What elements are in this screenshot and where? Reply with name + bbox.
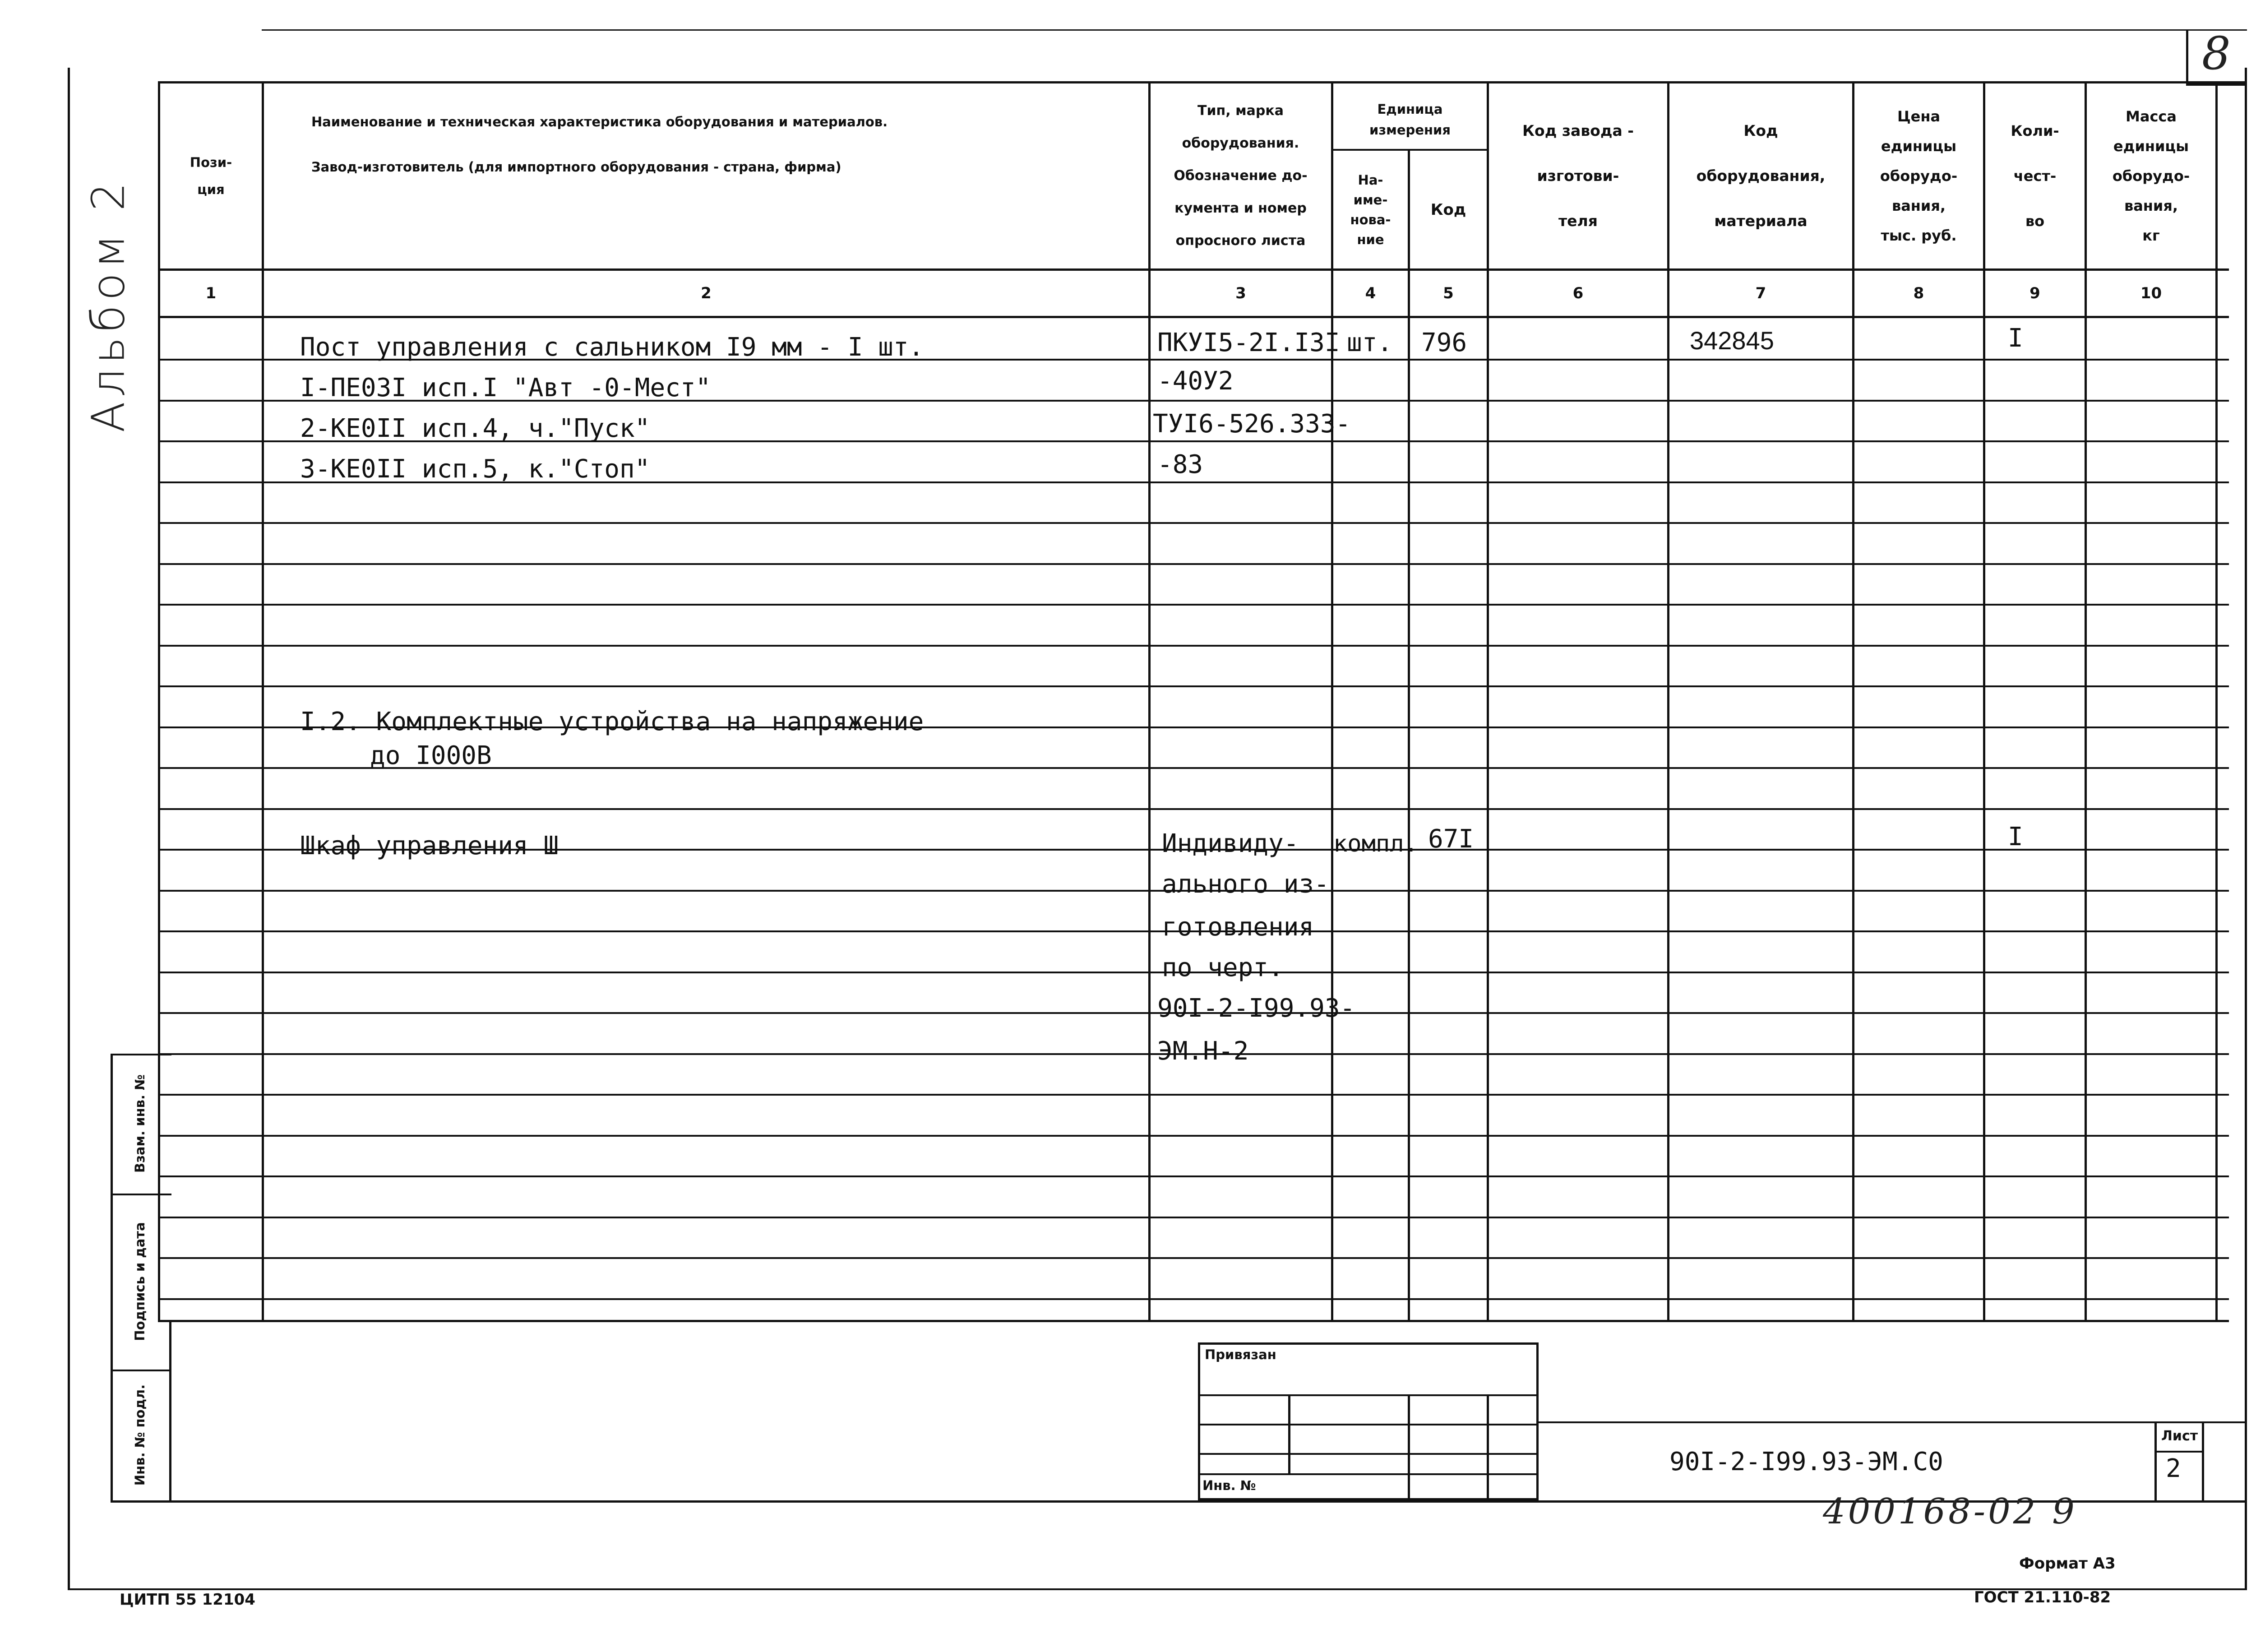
row-line bbox=[158, 1135, 2229, 1137]
row-2-name: I-ПЕ03I исп.I "Авт -0-Мест" bbox=[300, 373, 711, 403]
row-3-type: ТУI6-526.333- bbox=[1153, 409, 1351, 439]
header-col-10: Масса единицы оборудо- вания, кг bbox=[2112, 108, 2190, 244]
row-line bbox=[158, 1257, 2229, 1259]
header-col-4: На- име- нова- ние bbox=[1350, 172, 1391, 247]
colnum-8: 8 bbox=[1913, 284, 1924, 302]
header-unit-group: Единица измерения bbox=[1369, 102, 1451, 138]
section-heading-cont: до I000В bbox=[370, 741, 492, 770]
header-col-8: Цена единицы оборудо- вания, тыс. руб. bbox=[1880, 108, 1958, 244]
sheet-number-box bbox=[2186, 29, 2247, 86]
row-7-qty: I bbox=[2008, 822, 2023, 851]
privyazan-label: Привязан bbox=[1205, 1347, 1276, 1362]
header-col-2: Наименование и техническая характеристика оборудования и материалов. Завод-изготовитель (для импортного оборудования - страна, фирма) bbox=[311, 114, 888, 175]
row-8-type: ального из- bbox=[1162, 870, 1329, 899]
row-1-qty: I bbox=[2008, 324, 2023, 353]
row-line bbox=[158, 604, 2229, 606]
row-7-unit-code: 67I bbox=[1428, 824, 1474, 854]
header-col-5: Код bbox=[1430, 201, 1466, 219]
header-col-7: Код оборудования, материала bbox=[1696, 122, 1826, 230]
row-line bbox=[158, 1217, 2229, 1218]
podpis-data-label: Подпись и дата bbox=[132, 1222, 148, 1341]
colnum-3: 3 bbox=[1235, 284, 1246, 302]
row-4-type: -83 bbox=[1157, 450, 1203, 479]
colnum-7: 7 bbox=[1755, 284, 1766, 302]
footer-left: ЦИТП 55 12104 bbox=[120, 1591, 255, 1609]
row-line bbox=[158, 808, 2229, 810]
sheet-number: 8 bbox=[2202, 27, 2231, 80]
row-1-unit: шт. bbox=[1347, 328, 1393, 357]
row-2-type: -40У2 bbox=[1157, 366, 1234, 396]
row-7-name: Шкаф управления Ш bbox=[300, 831, 559, 861]
colnum-4: 4 bbox=[1365, 284, 1376, 302]
row-line bbox=[158, 563, 2229, 565]
row-line bbox=[158, 522, 2229, 524]
handwritten-ref: 400168-02 9 bbox=[1823, 1491, 2077, 1532]
row-1-equip-code: 342845 bbox=[1690, 326, 1774, 355]
header-col-9: Коли- чест- во bbox=[2011, 122, 2059, 230]
row-12-type: ЭМ.Н-2 bbox=[1157, 1037, 1249, 1066]
colnum-9: 9 bbox=[2029, 284, 2040, 302]
header-col-1: Пози- ция bbox=[190, 155, 232, 197]
list-number: 2 bbox=[2166, 1454, 2181, 1483]
footer-format: Формат А3 bbox=[2019, 1555, 2116, 1573]
row-9-type: готовления bbox=[1162, 912, 1314, 942]
footer-gost: ГОСТ 21.110-82 bbox=[1974, 1588, 2111, 1606]
row-line bbox=[158, 1175, 2229, 1177]
row-3-name: 2-КЕ0II исп.4, ч."Пуск" bbox=[300, 414, 650, 443]
row-11-type: 90I-2-I99.93- bbox=[1157, 994, 1355, 1023]
row-1-name: Пост управления с сальником I9 мм - I шт. bbox=[300, 333, 924, 362]
doc-code: 90I-2-I99.93-ЭМ.С0 bbox=[1669, 1447, 1943, 1476]
row-line bbox=[158, 1298, 2229, 1300]
row-7-type: Индивиду- bbox=[1162, 829, 1299, 858]
list-label: Лист bbox=[2161, 1428, 2198, 1444]
colnum-1: 1 bbox=[205, 284, 217, 302]
vzam-inv-label: Взам. инв. № bbox=[132, 1074, 148, 1173]
row-4-name: 3-КЕ0II исп.5, к."Стоп" bbox=[300, 454, 650, 484]
inv-no-label: Инв. № bbox=[1202, 1478, 1256, 1493]
album-label: Альбом 2 bbox=[82, 178, 135, 433]
row-7-unit: компл. bbox=[1333, 830, 1418, 857]
row-1-unit-code: 796 bbox=[1421, 328, 1467, 357]
colnum-2: 2 bbox=[701, 284, 712, 302]
header-col-3: Тип, марка оборудования. Обозначение до- кумента и номер опросного листа bbox=[1174, 103, 1308, 249]
section-heading: I.2. Комплектные устройства на напряжение bbox=[300, 707, 924, 736]
row-10-type: по черт. bbox=[1162, 953, 1284, 982]
colnum-6: 6 bbox=[1572, 284, 1584, 302]
row-line bbox=[158, 645, 2229, 647]
row-1-type: ПКУI5-2I.I3I bbox=[1157, 328, 1340, 357]
colnum-5: 5 bbox=[1443, 284, 1454, 302]
inv-podl-label: Инв. № подл. bbox=[132, 1384, 148, 1486]
row-line bbox=[158, 685, 2229, 687]
colnum-10: 10 bbox=[2140, 284, 2162, 302]
row-line bbox=[158, 1094, 2229, 1096]
header-col-6: Код завода - изготови- теля bbox=[1522, 122, 1634, 230]
